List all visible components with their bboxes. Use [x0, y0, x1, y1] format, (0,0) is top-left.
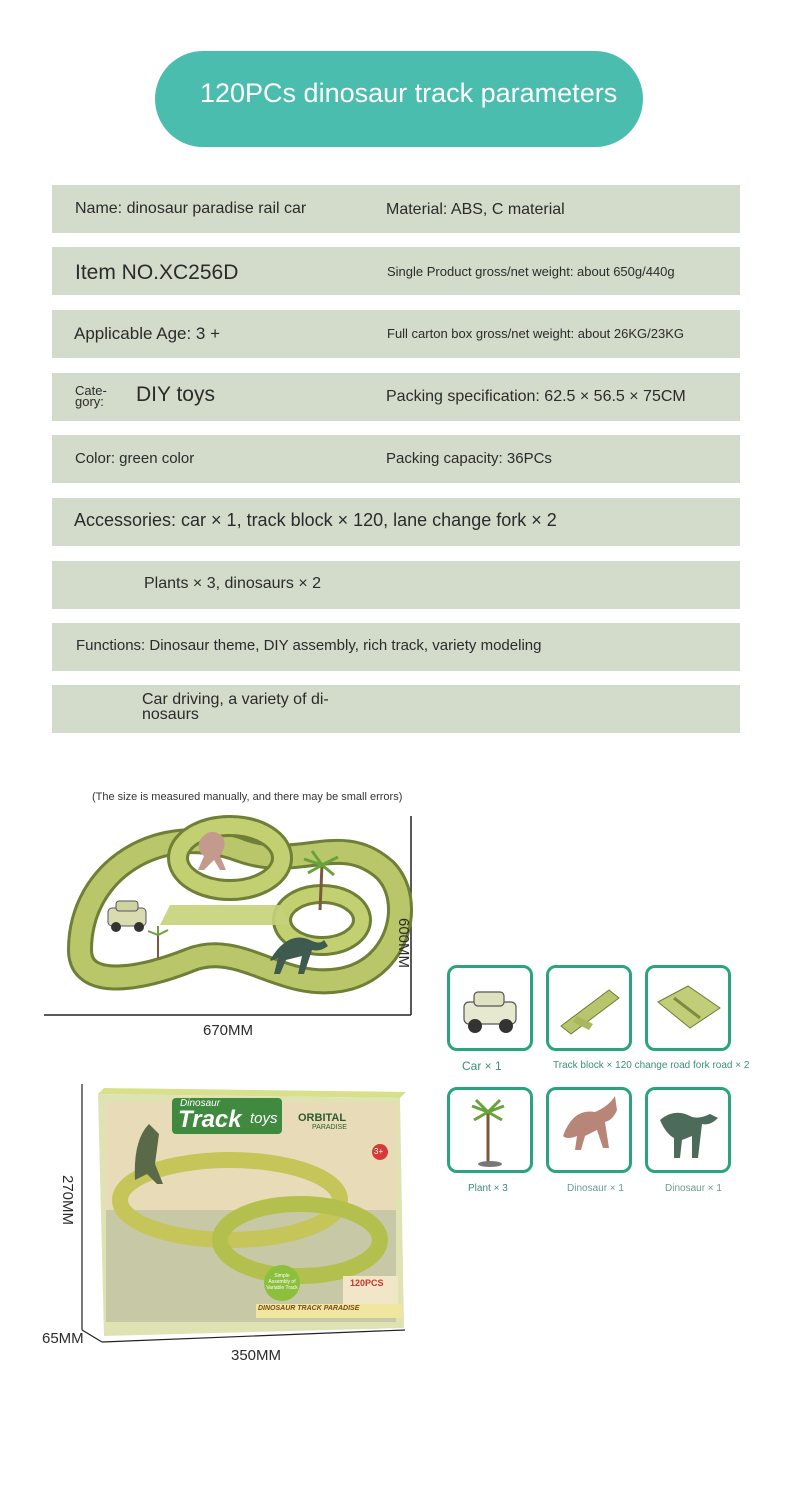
box-badge-orbital: ORBITAL	[298, 1112, 347, 1124]
category-label: Cate- gory:	[75, 383, 107, 409]
box-brand-toys: toys	[250, 1110, 278, 1127]
car-icon	[450, 968, 530, 1048]
param-row-item	[52, 247, 740, 295]
accessories-field: Accessories: car × 1, track block × 120, lane change fork × 2	[74, 510, 557, 530]
single-weight: Single Product gross/net weight: about 650g/440g	[387, 264, 675, 279]
page-title: 120PCs dinosaur track parameters	[200, 78, 618, 108]
box-height-label: 270MM	[59, 1175, 76, 1226]
item-number: Item NO.XC256D	[75, 261, 239, 284]
dinosaur-icon	[648, 1090, 728, 1170]
dinosaur-card-1	[546, 1087, 632, 1173]
car-caption: Car × 1	[462, 1059, 502, 1073]
track-width-label: 670MM	[203, 1022, 254, 1039]
box-depth-label: 65MM	[42, 1330, 84, 1347]
palm-tree-icon	[450, 1090, 530, 1170]
applicable-age: Applicable Age: 3 +	[74, 324, 221, 343]
category-value: DIY toys	[136, 383, 215, 406]
car-card	[447, 965, 533, 1051]
box-brand-small: Dinosaur	[180, 1098, 221, 1109]
param-row-name	[52, 185, 740, 233]
fork-card	[645, 965, 731, 1051]
box-brand-big: Track	[178, 1106, 242, 1133]
dinosaur-card-2	[645, 1087, 731, 1173]
packing-capacity: Packing capacity: 36PCs	[386, 450, 552, 467]
param-row-category	[52, 373, 740, 421]
packing-spec: Packing specification: 62.5 × 56.5 × 75CM	[386, 388, 686, 405]
material-field: Material: ABS, C material	[386, 201, 565, 218]
box-badge-paradise: PARADISE	[312, 1124, 347, 1131]
size-note: (The size is measured manually, and there may be small errors)	[92, 791, 403, 803]
dinosaur-caption-1: Dinosaur × 1	[567, 1183, 624, 1194]
track-block-icon	[549, 968, 629, 1048]
track-block-card	[546, 965, 632, 1051]
param-row-color	[52, 435, 740, 483]
dinosaur-icon	[549, 1090, 629, 1170]
car-figure	[108, 901, 146, 932]
param-row-plants	[52, 561, 740, 609]
box-pcs: 120PCS	[350, 1278, 384, 1288]
plant-card	[447, 1087, 533, 1173]
box-bottom-text: DINOSAUR TRACK PARADISE	[258, 1305, 360, 1312]
box-circle-text: Simple Assembly of Variable Track	[266, 1273, 298, 1291]
functions-field: Functions: Dinosaur theme, DIY assembly, rich track, variety modeling	[76, 637, 542, 654]
carton-weight: Full carton box gross/net weight: about 26KG/23KG	[387, 326, 685, 341]
fork-road-icon	[648, 968, 728, 1048]
color-field: Color: green color	[75, 450, 195, 467]
param-row-age	[52, 310, 740, 358]
driving-field: Car driving, a variety of di- nosaurs	[142, 691, 329, 723]
track-height-label: 600MM	[395, 918, 412, 969]
plant-caption: Plant × 3	[468, 1183, 508, 1194]
name-field: Name: dinosaur paradise rail car	[75, 200, 307, 217]
dinosaur-caption-2: Dinosaur × 1	[665, 1183, 722, 1194]
plants-field: Plants × 3, dinosaurs × 2	[144, 575, 321, 592]
param-row-functions	[52, 623, 740, 671]
track-caption: Track block × 120 change road fork road × 2	[553, 1060, 750, 1071]
box-width-label: 350MM	[231, 1347, 282, 1364]
track-illustration	[40, 810, 440, 1030]
box-age-badge: 3+	[374, 1147, 384, 1156]
param-row-accessories	[52, 498, 740, 546]
param-row-driving	[52, 685, 740, 733]
